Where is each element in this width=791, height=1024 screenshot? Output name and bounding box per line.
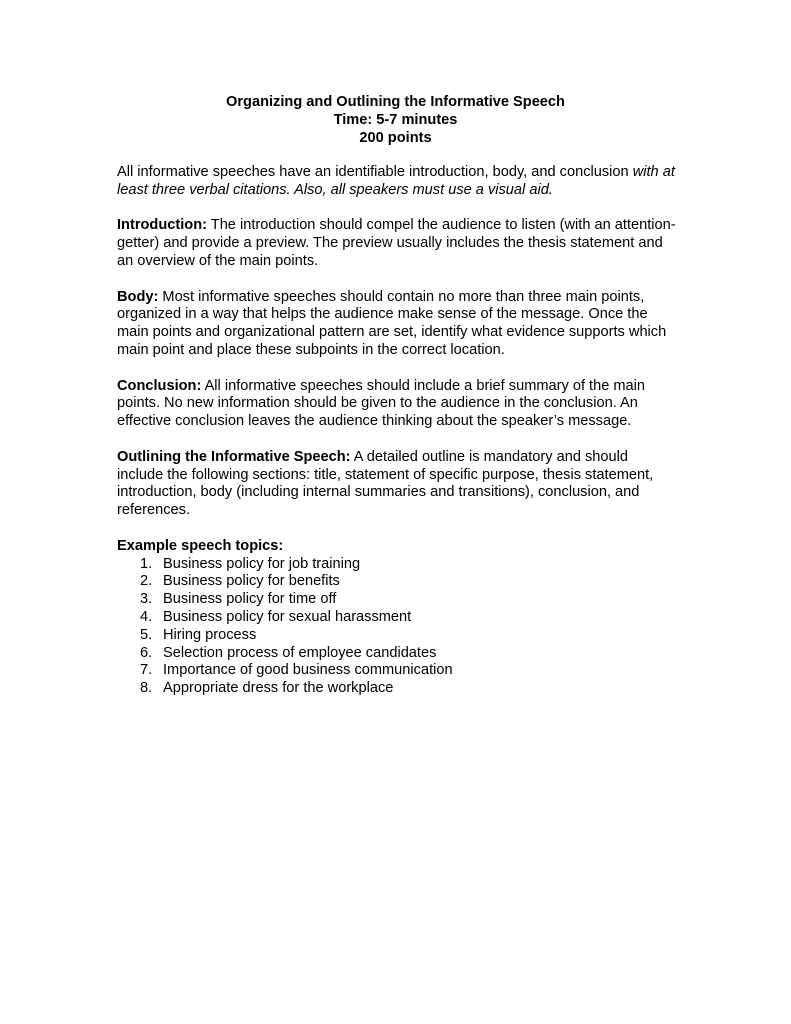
section-introduction <box>117 217 677 270</box>
list-item <box>117 627 677 645</box>
list-item-number: 3. <box>140 591 153 608</box>
document-body <box>117 164 677 698</box>
list-item-label: Business policy for sexual harassment <box>163 608 412 625</box>
list-item-number: 8. <box>140 680 153 697</box>
time-requirement: Time: 5-7 minutes <box>333 111 458 128</box>
list-item-number: 7. <box>140 662 153 679</box>
section-heading: Introduction: <box>117 217 207 234</box>
section-conclusion <box>117 378 677 431</box>
list-item <box>117 591 677 609</box>
list-item <box>117 609 677 627</box>
section-text: The introduction should compel the audience to listen (with an attention-getter) and provide a preview. The preview usually includes the thesis statement and an overview of the main points. <box>117 217 676 269</box>
section-outlining <box>117 449 677 520</box>
intro-paragraph-text: All informative speeches have an identifiable introduction, body, and conclusion <box>117 164 633 180</box>
list-item-label: Appropriate dress for the workplace <box>163 680 394 697</box>
section-text: All informative speeches should include a brief summary of the main points. No new information should be given to the audience in the conclusion. An effective conclusion leaves the audience thinking about the speaker’s message. <box>117 377 646 430</box>
list-item-number: 4. <box>140 608 153 625</box>
list-item-label: Business policy for benefits <box>163 573 340 590</box>
list-item-label: Business policy for time off <box>163 591 337 608</box>
topics-list <box>117 556 677 698</box>
list-item <box>117 662 677 680</box>
section-body <box>117 289 677 360</box>
points-value: 200 points <box>359 129 432 146</box>
section-heading: Conclusion: <box>117 377 202 394</box>
list-item <box>117 573 677 591</box>
list-item-label: Business policy for job training <box>163 555 361 572</box>
intro-paragraph-italic: with at least three verbal citations. Also, all speakers must use a visual aid. <box>117 164 675 198</box>
section-text: A detailed outline is mandatory and should include the following sections: title, statement of specific purpose, thesis statement, introduction, body (including internal summaries and transitions), conclusion, and references. <box>117 448 654 519</box>
intro-paragraph <box>117 164 677 200</box>
list-item <box>117 645 677 663</box>
list-item-number: 1. <box>140 555 153 572</box>
list-item-label: Hiring process <box>163 626 257 643</box>
topics-heading: Example speech topics: <box>117 537 284 554</box>
section-text: Most informative speeches should contain no more than three main points, organized in a way that helps the audience make sense of the message. Once the main points and organizational pattern are set, identify what evidence supports which main point and place these subpoints in the correct location. <box>117 288 667 358</box>
list-item-number: 6. <box>140 644 153 661</box>
list-item-label: Selection process of employee candidates <box>163 644 437 661</box>
section-heading: Outlining the Informative Speech: <box>117 448 351 465</box>
list-item-label: Importance of good business communication <box>163 662 453 679</box>
section-heading: Body: <box>117 288 159 305</box>
list-item-number: 2. <box>140 573 153 590</box>
list-item <box>117 680 677 698</box>
list-item-number: 5. <box>140 626 153 643</box>
list-item <box>117 556 677 574</box>
document-title: Organizing and Outlining the Informative Speech <box>226 94 565 110</box>
document-header <box>0 94 791 147</box>
